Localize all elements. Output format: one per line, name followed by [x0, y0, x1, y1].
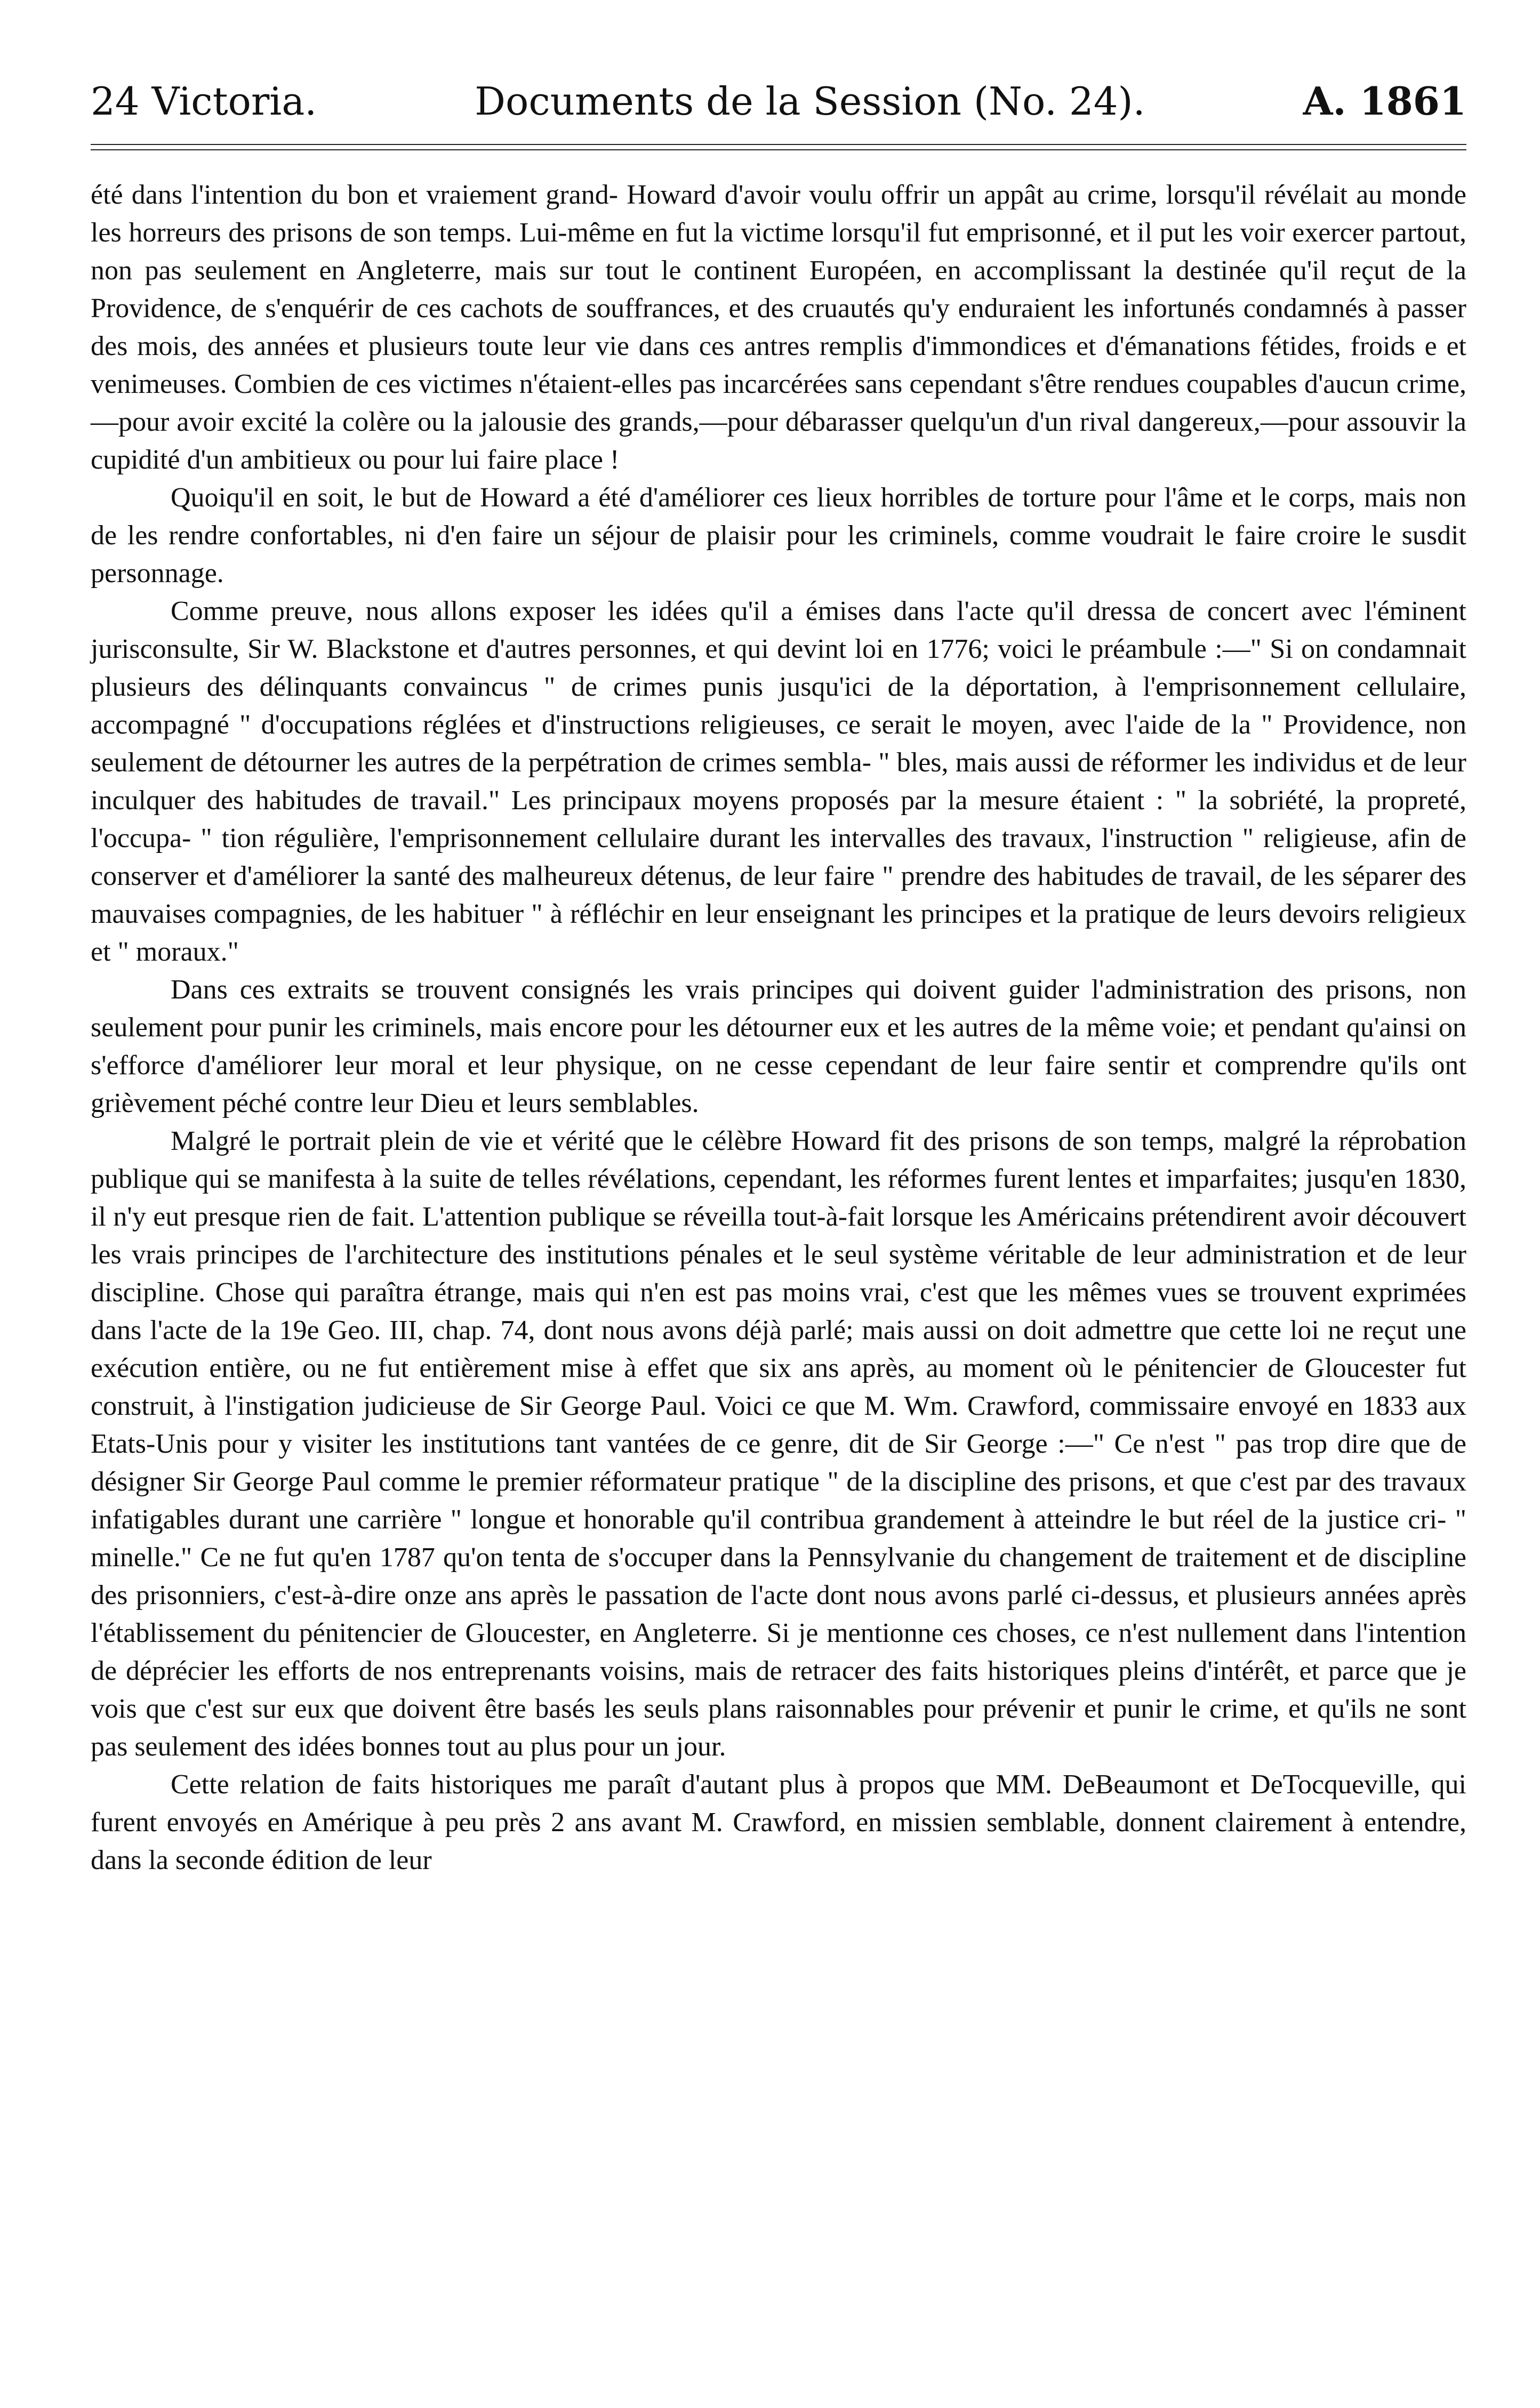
paragraph-3: Comme preuve, nous allons exposer les idées qu'il a émises dans l'acte qu'il dressa de concert avec l'éminent jurisconsulte, Sir W. Blackstone et d'autres personnes, et qui devint loi en 1776; voici le préambule :—" Si on condamnait plusieurs des délinquants convaincus " de crimes punis jusqu'ici de la déportation, à l'emprisonnement cellulaire, accompagné " d'occupations réglées et d'instructions religieuses, ce serait le moyen, avec l'aide de la " Providence, non seulement de détourner les autres de la perpétration de crimes sembla- " bles, mais aussi de réformer les individus et de leur inculquer des habitudes de travail." Les principaux moyens proposés par la mesure étaient : " la sobriété, la propreté, l'occupa- " tion régulière, l'emprisonnement cellulaire durant les intervalles des travaux, l'instruction " religieuse, afin de conserver et d'améliorer la santé des malheureux détenus, de leur faire " prendre des habitudes de travail, de les séparer des mauvaises compagnies, de les habituer " à réfléchir en leur enseignant les principes et la pratique de leurs devoirs religieux et " moraux." — [91, 596, 1466, 968]
rule-line-1 — [91, 144, 1466, 145]
header-right: A. 1861 — [1303, 78, 1466, 124]
paragraph-4: Dans ces extraits se trouvent consignés les vrais principes qui doivent guider l'administration des prisons, non seulement pour punir les criminels, mais encore pour les détourner eux et les autres de la même voie; et pendant qu'ainsi on s'efforce d'améliorer leur moral et leur physique, on ne cesse cependant de leur faire sentir et comprendre qu'ils ont grièvement péché contre leur Dieu et leurs semblables. — [91, 975, 1466, 1119]
document-page — [91, 80, 1466, 1879]
header-left: 24 Victoria. — [91, 79, 317, 124]
rule-line-2 — [91, 149, 1466, 150]
paragraph-2: Quoiqu'il en soit, le but de Howard a été d'améliorer ces lieux horribles de torture pour l'âme et le corps, mais non de les rendre confortables, ni d'en faire un séjour de plaisir pour les criminels, comme voudrait le faire croire le susdit personnage. — [91, 482, 1466, 589]
paragraph-5: Malgré le portrait plein de vie et vérité que le célèbre Howard fit des prisons de son temps, malgré la réprobation publique qui se manifesta à la suite de telles révélations, cependant, les réformes furent lentes et imparfaites; jusqu'en 1830, il n'y eut presque rien de fait. L'attention publique se réveilla tout-à-fait lorsque les Américains prétendirent avoir découvert les vrais principes de l'architecture des institutions pénales et le seul système véritable de leur administration et de leur discipline. Chose qui paraîtra étrange, mais qui n'en est pas moins vrai, c'est que les mêmes vues se trouvent exprimées dans l'acte de la 19e Geo. III, chap. 74, dont nous avons déjà parlé; mais aussi on doit admettre que cette loi ne reçut une exécution entière, ou ne fut entièrement mise à effet que six ans après, au moment où le pénitencier de Gloucester fut construit, à l'instigation judicieuse de Sir George Paul. Voici ce que M. Wm. Crawford, commissaire envoyé en 1833 aux Etats-Unis pour y visiter les institutions tant vantées de ce genre, dit de Sir George :—" Ce n'est " pas trop dire que de désigner Sir George Paul comme le premier réformateur pratique " de la discipline des prisons, et que c'est par des travaux infatigables durant une carrière " longue et honorable qu'il contribua grandement à atteindre le but réel de la justice cri- " minelle." Ce ne fut qu'en 1787 qu'on tenta de s'occuper dans la Pennsylvanie du changement de traitement et de discipline des prisonniers, c'est-à-dire onze ans après le passation de l'acte dont nous avons parlé ci-dessus, et plusieurs années après l'établissement du pénitencier de Gloucester, en Angleterre. Si je mentionne ces choses, ce n'est nullement dans l'intention de déprécier les efforts de nos entreprenants voisins, mais de retracer des faits historiques pleins d'intérêt, et parce que je vois que c'est sur eux que doivent être basés les seuls plans raisonnables pour prévenir et punir le crime, et qu'ils ne sont pas seulement des idées bonnes tout au plus pour un jour. — [91, 1126, 1466, 1762]
body-text — [91, 176, 1466, 1879]
paragraph-1: été dans l'intention du bon et vraiement grand- Howard d'avoir voulu offrir un appât au crime, lorsqu'il révélait au monde les horreurs des prisons de son temps. Lui-même en fut la victime lorsqu'il fut emprisonné, et il put les voir exercer partout, non pas seulement en Angleterre, mais sur tout le continent Européen, en accomplissant la destinée qu'il reçut de la Providence, de s'enquérir de ces cachots de souffrances, et des cruautés qu'y enduraient les infortunés condamnés à passer des mois, des années et plusieurs toute leur vie dans ces antres remplis d'immondices et d'émanations fétides, froids e et venimeuses. Combien de ces victimes n'étaient-elles pas incarcérées sans cependant s'être rendues coupables d'aucun crime,—pour avoir excité la colère ou la jalousie des grands,—pour débarasser quelqu'un d'un rival dangereux,—pour assouvir la cupidité d'un ambitieux ou pour lui faire place ! — [91, 180, 1466, 476]
header-center: Documents de la Session (No. 24). — [475, 79, 1145, 124]
page-header — [91, 80, 1466, 123]
paragraph-6: Cette relation de faits historiques me paraît d'autant plus à propos que MM. DeBeaumont et DeTocqueville, qui furent envoyés en Amérique à peu près 2 ans avant M. Crawford, en missien semblable, donnent clairement à entendre, dans la seconde édition de leur — [91, 1769, 1466, 1876]
header-rule — [91, 144, 1466, 150]
